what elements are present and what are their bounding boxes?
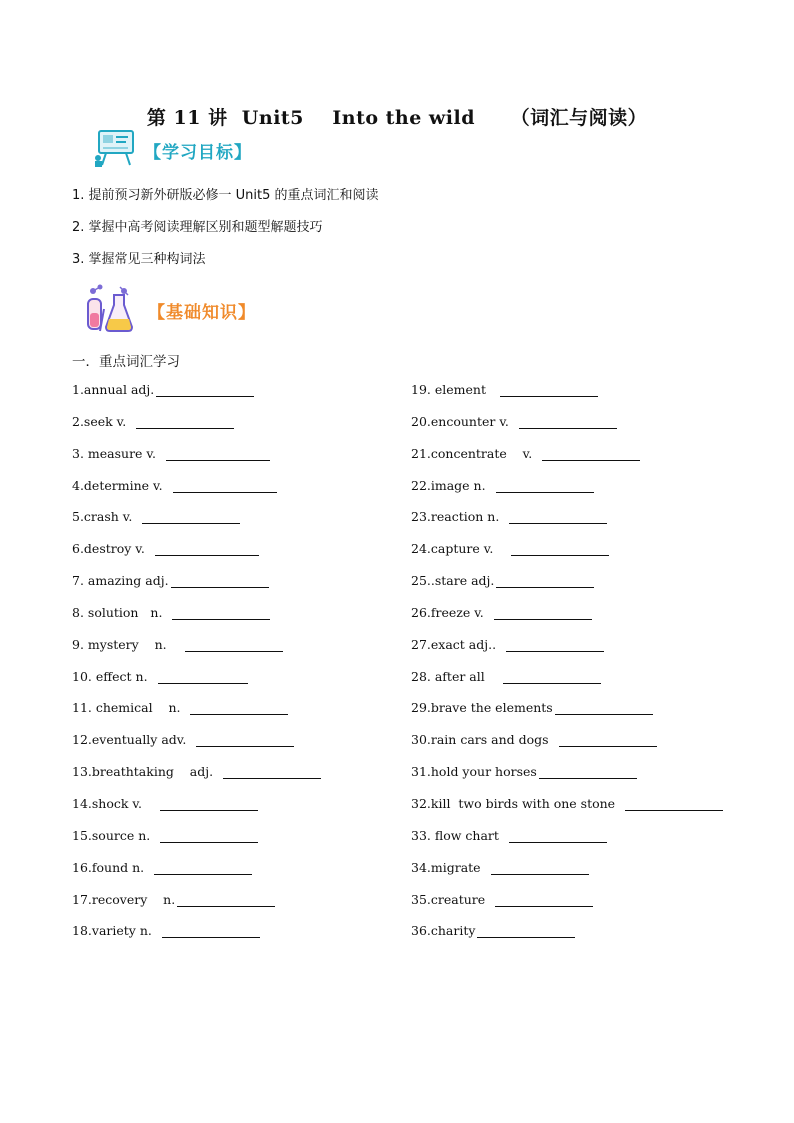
vocab-item <box>72 478 321 510</box>
vocab-item <box>72 923 321 955</box>
answer-blank[interactable] <box>166 446 270 461</box>
vocab-term: 26.freeze v. <box>411 604 492 620</box>
answer-blank[interactable] <box>496 478 594 493</box>
vocab-item <box>411 573 723 605</box>
vocab-term: 24.capture v. <box>411 541 510 557</box>
vocab-item <box>411 923 723 955</box>
vocab-item <box>72 414 321 446</box>
lab-flask-icon <box>84 283 134 337</box>
vocab-item <box>72 669 321 701</box>
vocab-item <box>411 860 723 892</box>
vocab-item <box>72 764 321 796</box>
vocab-term: 34.migrate <box>411 859 489 875</box>
vocab-item <box>411 669 723 701</box>
answer-blank[interactable] <box>142 509 240 524</box>
answer-blank[interactable] <box>154 860 252 875</box>
answer-blank[interactable] <box>539 764 637 779</box>
vocab-item <box>411 478 723 510</box>
vocab-term: 25..stare adj. <box>411 573 495 589</box>
answer-blank[interactable] <box>158 669 248 684</box>
basic-knowledge-label: 【基础知识】 <box>148 302 256 323</box>
vocab-item <box>72 732 321 764</box>
answer-blank[interactable] <box>223 764 321 779</box>
vocab-column-left <box>72 382 321 955</box>
vocab-term: 16.found n. <box>72 859 153 875</box>
vocab-item <box>72 892 321 924</box>
vocab-item <box>411 764 723 796</box>
vocab-term: 20.encounter v. <box>411 413 517 429</box>
answer-blank[interactable] <box>555 700 653 715</box>
vocab-term: 12.eventually adv. <box>72 732 195 748</box>
objectives-list <box>72 186 379 282</box>
vocab-term: 33. flow chart <box>411 827 507 843</box>
vocab-column-right <box>411 382 723 955</box>
vocab-term: 29.brave the elements <box>411 700 553 716</box>
objective-item: 3. 掌握常见三种构词法 <box>72 252 206 267</box>
answer-blank[interactable] <box>519 414 617 429</box>
answer-blank[interactable] <box>506 637 604 652</box>
vocab-term: 6.destroy v. <box>72 541 153 557</box>
vocab-term: 31.hold your horses <box>411 764 537 780</box>
answer-blank[interactable] <box>495 892 593 907</box>
vocab-item <box>72 446 321 478</box>
vocab-item <box>411 796 723 828</box>
vocab-term: 36.charity <box>411 923 476 939</box>
answer-blank[interactable] <box>494 605 592 620</box>
basic-knowledge-banner <box>84 283 256 337</box>
vocab-term: 28. after all <box>411 668 501 684</box>
vocab-term: 27.exact adj.. <box>411 636 504 652</box>
presentation-board-icon <box>94 128 138 172</box>
page-title: 第 11 讲 Unit5 Into the wild （词汇与阅读） <box>146 107 648 129</box>
answer-blank[interactable] <box>172 605 270 620</box>
vocab-term: 7. amazing adj. <box>72 573 169 589</box>
vocab-item <box>411 892 723 924</box>
learning-goals-banner <box>94 128 252 172</box>
vocab-item <box>411 446 723 478</box>
vocab-item <box>411 732 723 764</box>
vocab-term: 5.crash v. <box>72 509 141 525</box>
answer-blank[interactable] <box>177 892 275 907</box>
vocab-item <box>72 637 321 669</box>
answer-blank[interactable] <box>171 573 269 588</box>
answer-blank[interactable] <box>136 414 234 429</box>
answer-blank[interactable] <box>491 860 589 875</box>
answer-blank[interactable] <box>511 541 609 556</box>
vocab-item <box>72 509 321 541</box>
vocab-item <box>72 382 321 414</box>
vocab-term: 18.variety n. <box>72 923 160 939</box>
vocab-heading: 一．重点词汇学习 <box>72 354 180 370</box>
vocab-term: 17.recovery n. <box>72 891 176 907</box>
vocab-term: 11. chemical n. <box>72 700 189 716</box>
vocab-item <box>411 605 723 637</box>
vocab-item <box>411 700 723 732</box>
vocab-term: 2.seek v. <box>72 413 135 429</box>
vocab-item <box>72 541 321 573</box>
objective-item: 1. 提前预习新外研版必修一 Unit5 的重点词汇和阅读 <box>72 188 379 203</box>
answer-blank[interactable] <box>509 509 607 524</box>
vocab-item <box>72 573 321 605</box>
vocab-term: 21.concentrate v. <box>411 445 541 461</box>
answer-blank[interactable] <box>155 541 259 556</box>
vocab-term: 32.kill two birds with one stone <box>411 795 624 811</box>
answer-blank[interactable] <box>160 796 258 811</box>
vocab-term: 30.rain cars and dogs <box>411 732 557 748</box>
vocab-term: 23.reaction n. <box>411 509 508 525</box>
answer-blank[interactable] <box>196 732 294 747</box>
answer-blank[interactable] <box>625 796 723 811</box>
answer-blank[interactable] <box>500 382 598 397</box>
answer-blank[interactable] <box>156 382 254 397</box>
vocab-item <box>72 605 321 637</box>
answer-blank[interactable] <box>542 446 640 461</box>
answer-blank[interactable] <box>173 478 277 493</box>
vocab-item <box>411 414 723 446</box>
answer-blank[interactable] <box>509 828 607 843</box>
vocab-item <box>411 382 723 414</box>
vocab-term: 9. mystery n. <box>72 636 183 652</box>
learning-goals-label: 【学习目标】 <box>144 142 252 163</box>
vocab-term: 4.determine v. <box>72 477 171 493</box>
vocab-term: 19. element <box>411 382 498 397</box>
answer-blank[interactable] <box>559 732 657 747</box>
answer-blank[interactable] <box>496 573 594 588</box>
vocab-item <box>72 700 321 732</box>
answer-blank[interactable] <box>160 828 258 843</box>
vocab-term: 13.breathtaking adj. <box>72 764 222 780</box>
answer-blank[interactable] <box>477 923 575 938</box>
answer-blank[interactable] <box>185 637 283 652</box>
vocab-item <box>411 509 723 541</box>
vocab-item <box>72 828 321 860</box>
vocab-term: 8. solution n. <box>72 604 171 620</box>
vocab-item <box>411 828 723 860</box>
vocab-term: 15.source n. <box>72 827 159 843</box>
vocab-term: 10. effect n. <box>72 668 156 684</box>
vocab-term: 35.creature <box>411 891 494 907</box>
vocab-term: 22.image n. <box>411 477 494 493</box>
vocab-term: 14.shock v. <box>72 795 158 811</box>
answer-blank[interactable] <box>190 700 288 715</box>
vocab-item <box>411 541 723 573</box>
vocab-term: 1.annual adj. <box>72 382 155 397</box>
vocab-term: 3. measure v. <box>72 445 164 461</box>
objective-item: 2. 掌握中高考阅读理解区别和题型解题技巧 <box>72 220 323 235</box>
vocab-item <box>411 637 723 669</box>
answer-blank[interactable] <box>162 923 260 938</box>
vocab-item <box>72 860 321 892</box>
answer-blank[interactable] <box>503 669 601 684</box>
vocab-item <box>72 796 321 828</box>
